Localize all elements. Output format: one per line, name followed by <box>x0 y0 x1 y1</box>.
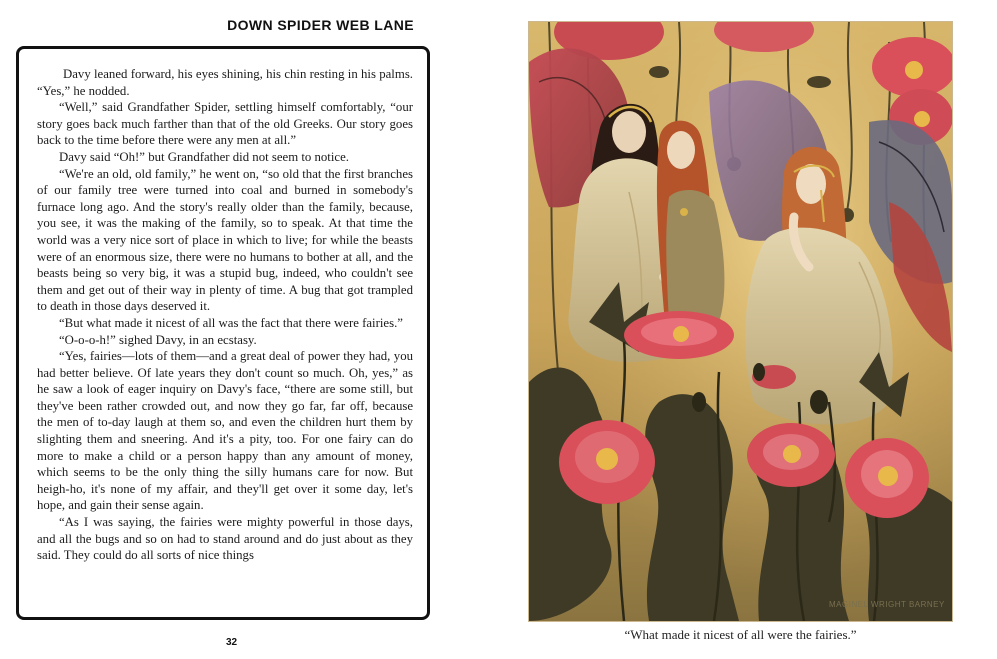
running-head: DOWN SPIDER WEB LANE <box>227 17 414 33</box>
page-number: 32 <box>226 637 238 648</box>
fairy-illustration-svg <box>529 22 952 621</box>
story-paragraph: “Well,” said Grandfather Spider, settling himself comfortably, “our story goes back much farther than that of the old Greeks. Our story goes back to the time before there were any men at all.” <box>37 100 413 148</box>
left-page <box>0 0 470 659</box>
right-page <box>470 0 997 659</box>
story-text-frame <box>16 46 430 620</box>
story-paragraph: “We're an old, old family,” he went on, “so old that the first branches of our family tree were turned into coal and burned in somebody's furnace long ago. And the story's really older than the family, because, you see, it was the making of the family, so to speak. At that time the world was a very nice sort of place in which to live; for while the beasts were of an enormous size, there were no humans to bother at all, and the beasts being so very big, it was a stupid bug, indeed, who couldn't see them and get out of their way in plenty of time. A bug that got trampled to death in those days deserved it. <box>37 166 413 314</box>
story-paragraph: “As I was saying, the fairies were mighty powerful in those days, and all the bugs and so on had to stand around and do just about as they said. They could do all sorts of nice things <box>37 515 413 563</box>
illustration-caption: “What made it nicest of all were the fairies.” <box>624 627 857 642</box>
story-paragraph: Davy said “Oh!” but Grandfather did not seem to notice. <box>59 149 349 164</box>
story-paragraph: Davy leaned forward, his eyes shining, his chin resting in his palms. “Yes,” he nodded. <box>37 67 413 98</box>
story-paragraph: “O-o-o-h!” sighed Davy, in an ecstasy. <box>59 332 257 347</box>
artist-signature: MAGINEL WRIGHT BARNEY <box>829 600 945 609</box>
story-paragraph: “Yes, fairies—lots of them—and a great deal of power they had, you had better believe. Of late years they don't count so much. Oh, yes,” as he saw a look of eager inquiry on Davy's face, “there are some still, but they've been rather crowded out, and now they go far, far off, because the men of to-day laugh at them so, and even the children hurt them by slighting them and sneering. And it's a pity, too. For one fairy can do more to make a child or a person happy than any amount of money, which seems to be the only thing the silly humans care for now. But heigh-ho, it's none of my affair, and they'll get over it some day, let's hope, and gain their sense again. <box>37 349 413 513</box>
story-paragraph: “But what made it nicest of all was the fact that there were fairies.” <box>59 315 403 330</box>
fairy-illustration <box>529 22 952 621</box>
